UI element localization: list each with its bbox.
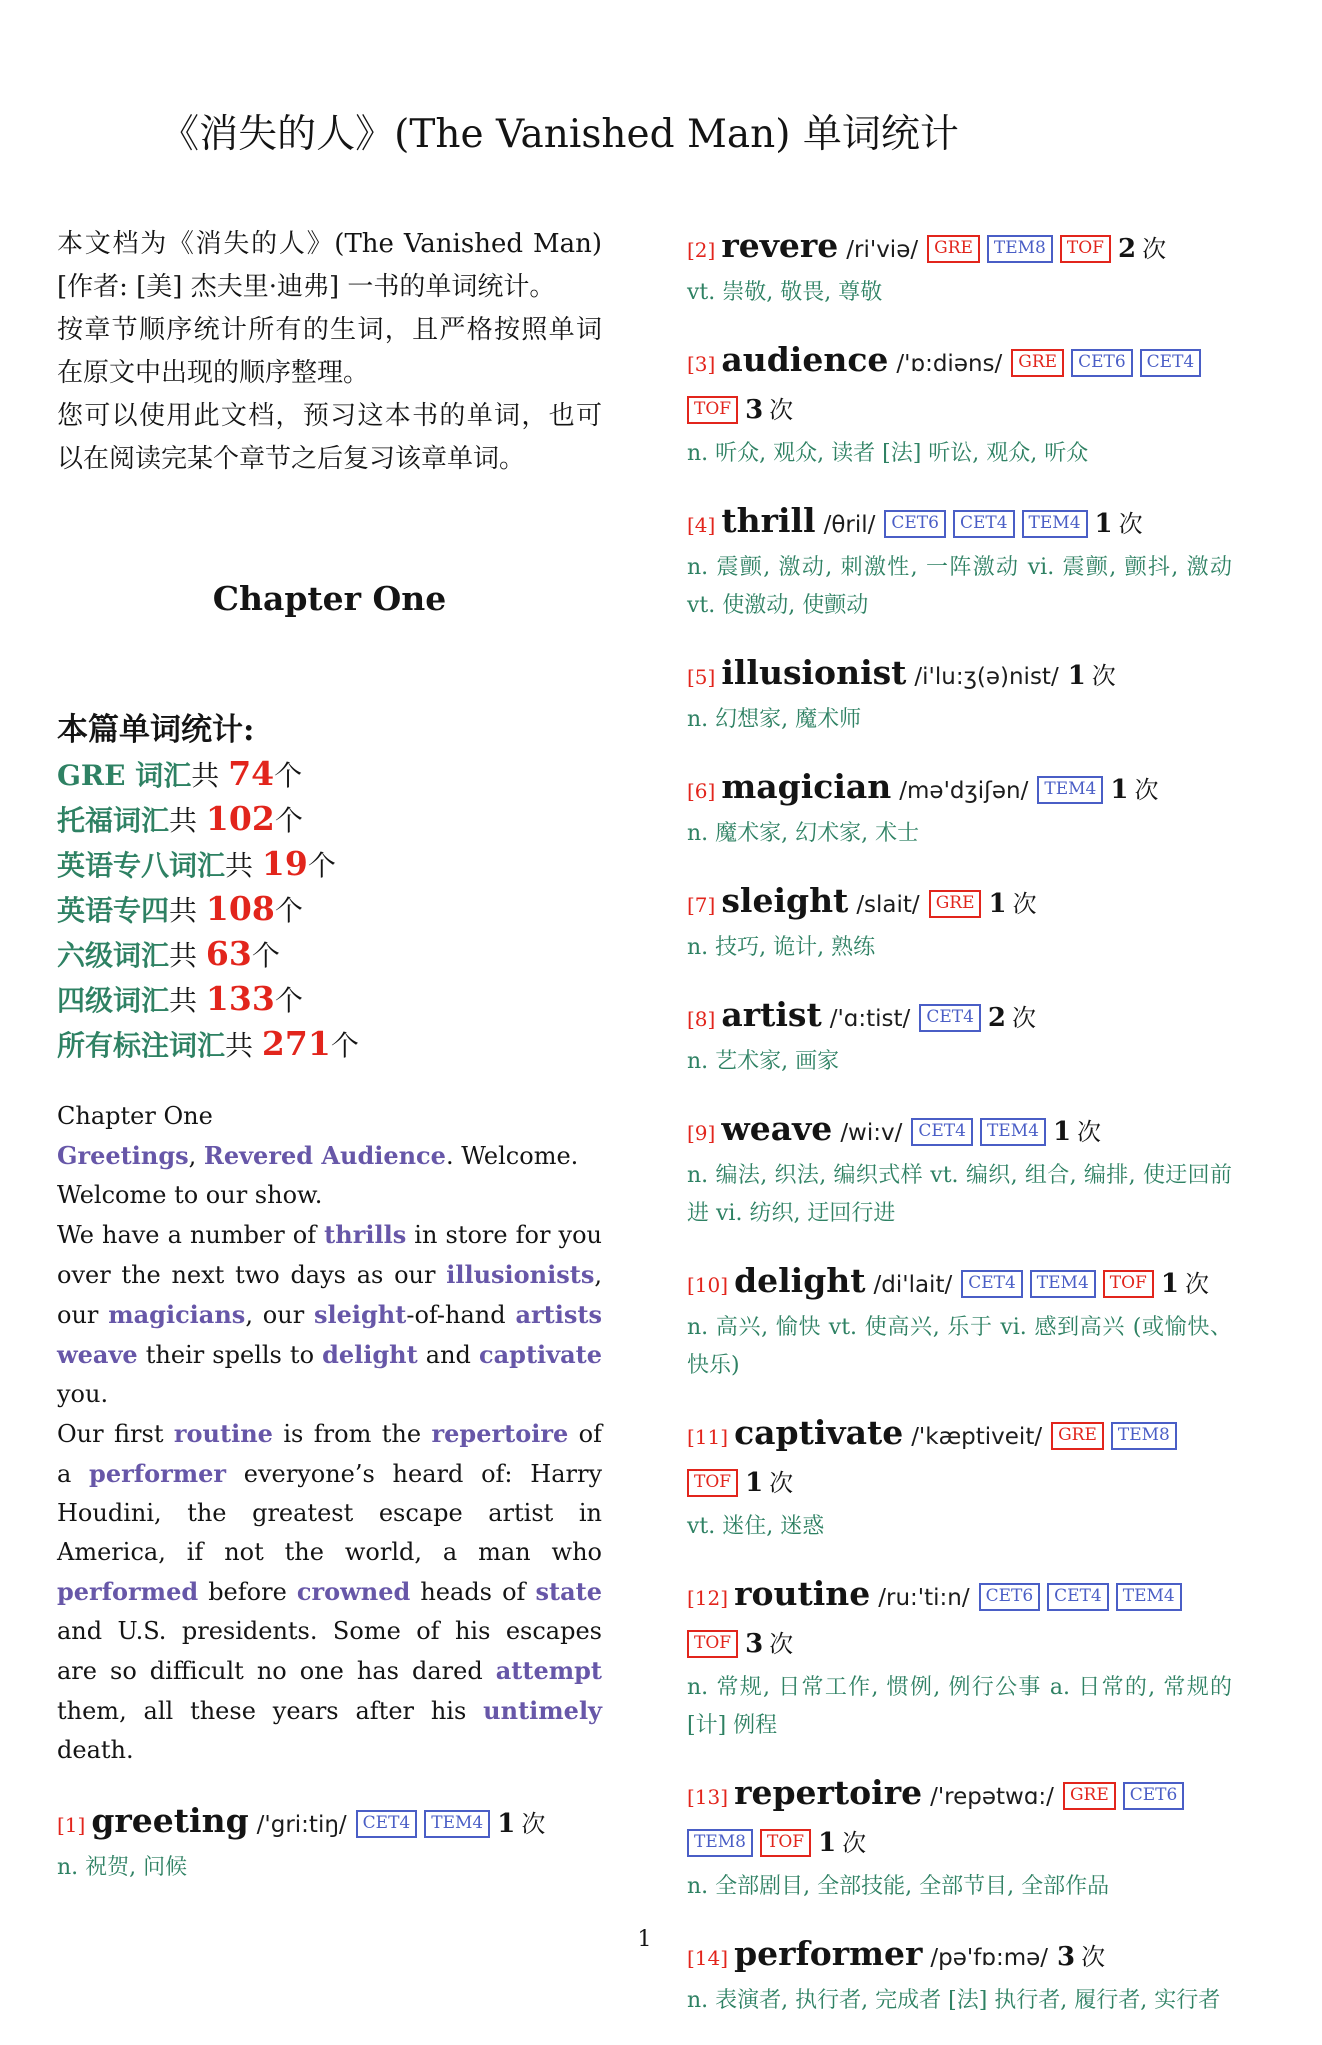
entry-phonetic: /slait/ xyxy=(856,891,920,918)
entry-headline xyxy=(687,1258,1232,1309)
entry-index: [8] xyxy=(687,1006,716,1031)
stat-row xyxy=(57,797,602,842)
entry-count-unit: 次 xyxy=(769,1468,794,1497)
passage-word: illusionists xyxy=(446,1259,595,1289)
stat-unit: 个 xyxy=(307,848,336,882)
passage-text: , our xyxy=(245,1300,314,1329)
passage-text: , xyxy=(188,1141,204,1170)
stat-label: 英语专四 xyxy=(57,893,170,927)
passage-paragraph xyxy=(57,1097,602,1136)
entry-headline xyxy=(687,650,1232,701)
stat-connector: 共 xyxy=(169,983,206,1017)
stat-unit: 个 xyxy=(330,1028,359,1062)
entry-definition: n. 祝贺, 问候 xyxy=(57,1854,188,1880)
entry-count: 1 xyxy=(1094,508,1113,539)
entry-count: 2 xyxy=(1117,233,1137,264)
entry-definition: vt. 崇敬, 敬畏, 尊敬 xyxy=(687,279,883,305)
entry-headline xyxy=(687,992,1232,1043)
page-content xyxy=(0,112,1322,2045)
entry-definition: n. 艺术家, 画家 xyxy=(687,1048,840,1074)
word-entry xyxy=(687,1770,1232,1906)
entry-count-unit: 次 xyxy=(1077,1117,1102,1146)
vocab-tag: TOF xyxy=(687,1469,738,1497)
entry-count-unit: 次 xyxy=(1012,889,1037,918)
passage-paragraph xyxy=(57,1176,602,1215)
entry-phonetic: /'repətwɑ:/ xyxy=(930,1783,1054,1810)
passage-word: untimely xyxy=(483,1695,602,1725)
entry-definition: n. 全部剧目, 全部技能, 全部节目, 全部作品 xyxy=(687,1873,1110,1899)
stat-count: 19 xyxy=(261,843,308,883)
vocab-tag: TEM4 xyxy=(980,1118,1046,1146)
entry-count-unit: 次 xyxy=(1142,234,1167,263)
passage-text: and xyxy=(417,1340,479,1369)
passage-text: We have a number of xyxy=(57,1220,325,1249)
word-entry xyxy=(687,992,1232,1081)
document-page xyxy=(0,112,1322,2013)
vocab-tag: TOF xyxy=(687,1630,738,1658)
right-column xyxy=(687,223,1232,2045)
entry-index: [13] xyxy=(687,1784,729,1809)
left-column xyxy=(57,223,602,2045)
chapter-heading: Chapter One xyxy=(212,578,447,618)
passage-text: them, all these years after his xyxy=(57,1696,484,1725)
entry-count: 2 xyxy=(987,1002,1006,1033)
entry-headline xyxy=(687,1106,1232,1157)
intro-paragraph: 您可以使用此文档，预习这本书的单词，也可以在阅读完某个章节之后复习该章单词。 xyxy=(57,400,602,474)
stat-connector: 共 xyxy=(169,938,206,972)
passage-text: heads of xyxy=(410,1577,536,1606)
entry-count-unit: 次 xyxy=(1134,775,1159,804)
entry-count-unit: 次 xyxy=(842,1828,867,1857)
intro-section xyxy=(57,223,602,481)
page-number: 1 xyxy=(637,1927,652,1952)
entry-index: [12] xyxy=(687,1585,729,1610)
passage-text: of a xyxy=(57,1419,602,1488)
vocab-tag: CET6 xyxy=(884,510,946,538)
passage-word: attempt xyxy=(495,1655,602,1685)
entry-phonetic: /ru:'ti:n/ xyxy=(878,1584,970,1611)
entry-phonetic: /θril/ xyxy=(823,511,876,538)
vocab-tag: GRE xyxy=(927,235,980,263)
entry-count: 1 xyxy=(988,888,1007,919)
passage-word: performed xyxy=(57,1576,199,1606)
stat-unit: 个 xyxy=(274,893,303,927)
stat-count: 102 xyxy=(205,798,275,838)
entry-count-unit: 次 xyxy=(1118,509,1143,538)
passage-text: you. xyxy=(57,1379,109,1408)
entry-headline xyxy=(687,223,1232,274)
entry-definition: vt. 迷住, 迷惑 xyxy=(687,1513,825,1539)
vocab-tag: TEM8 xyxy=(987,235,1053,263)
entry-index: [7] xyxy=(687,892,716,917)
entry-headword: magician xyxy=(721,766,892,806)
entry-phonetic: /di'lait/ xyxy=(873,1271,953,1298)
stat-label: 所有标注词汇 xyxy=(57,1028,226,1062)
entry-count-unit: 次 xyxy=(1091,661,1116,690)
entry-count-unit: 次 xyxy=(769,395,794,424)
entry-headword: captivate xyxy=(734,1412,904,1452)
passage-text: Welcome to our show. xyxy=(57,1180,323,1209)
stat-count: 74 xyxy=(228,753,275,793)
word-entry xyxy=(687,1571,1232,1745)
entry-phonetic: /i'lu:ʒ(ə)nist/ xyxy=(914,663,1059,690)
entry-index: [6] xyxy=(687,778,716,803)
vocab-tag: CET6 xyxy=(1123,1782,1185,1810)
entry-phonetic: /pə'fɒ:mə/ xyxy=(930,1944,1048,1971)
passage-text: Chapter One xyxy=(57,1101,213,1130)
word-entry xyxy=(687,498,1232,625)
entry-definition: n. 幻想家, 魔术师 xyxy=(687,706,862,732)
stats-heading: 本篇单词统计: xyxy=(57,711,255,748)
word-entry xyxy=(687,1258,1232,1385)
vocab-tag: CET4 xyxy=(919,1004,981,1032)
entry-headline xyxy=(687,764,1232,815)
vocab-tag: CET4 xyxy=(911,1118,973,1146)
passage-word: thrills xyxy=(324,1219,407,1249)
entry-headline xyxy=(687,1571,1232,1669)
stat-row xyxy=(57,887,602,932)
entry-count: 3 xyxy=(745,1628,764,1659)
stat-count: 108 xyxy=(205,888,275,928)
stat-unit: 个 xyxy=(251,938,280,972)
passage-word: state xyxy=(535,1576,602,1606)
entry-index: [10] xyxy=(687,1272,729,1297)
stat-connector: 共 xyxy=(225,1028,262,1062)
vocab-tag: TOF xyxy=(1060,235,1111,263)
entry-phonetic: /'gri:tiŋ/ xyxy=(256,1811,347,1838)
passage-text: -of-hand xyxy=(406,1300,516,1329)
vocab-tag: TOF xyxy=(760,1829,811,1857)
passage-word: routine xyxy=(173,1418,273,1448)
stat-label: 托福词汇 xyxy=(57,803,170,837)
passage-text: Our first xyxy=(57,1419,174,1448)
passage-text: , our xyxy=(57,1260,602,1329)
stat-label: 六级词汇 xyxy=(57,938,170,972)
entry-count: 3 xyxy=(745,394,764,425)
stat-connector: 共 xyxy=(169,803,206,837)
entry-headword: audience xyxy=(721,339,889,379)
stat-row xyxy=(57,977,602,1022)
vocab-tag: TEM4 xyxy=(1030,1270,1096,1298)
passage-paragraph xyxy=(57,1136,602,1176)
entry-headword: illusionist xyxy=(721,652,907,692)
word-entry xyxy=(687,337,1232,473)
vocab-tag: TEM4 xyxy=(1116,1583,1182,1611)
entry-phonetic: /'ɑ:tist/ xyxy=(829,1005,911,1032)
entry-index: [1] xyxy=(57,1812,86,1837)
entry-headword: performer xyxy=(734,1933,923,1973)
vocab-tag: TEM4 xyxy=(1022,510,1088,538)
entry-index: [11] xyxy=(687,1424,729,1449)
stat-count: 133 xyxy=(205,978,275,1018)
stat-row xyxy=(57,1022,602,1067)
vocab-tag: CET4 xyxy=(961,1270,1023,1298)
entry-index: [9] xyxy=(687,1120,716,1145)
entry-headword: weave xyxy=(721,1108,833,1148)
passage-text: is from the xyxy=(272,1419,432,1448)
passage-text: before xyxy=(198,1577,297,1606)
entry-count-unit: 次 xyxy=(1184,1269,1209,1298)
stat-unit: 个 xyxy=(274,803,303,837)
stat-label: GRE 词汇 xyxy=(57,758,192,792)
word-entry xyxy=(687,878,1232,967)
entry-index: [14] xyxy=(687,1945,729,1970)
entry-phonetic: /wi:v/ xyxy=(840,1119,903,1146)
vocab-tag: CET4 xyxy=(356,1810,418,1838)
word-entry xyxy=(687,1410,1232,1546)
passage-word: artists xyxy=(515,1299,602,1329)
entry-definition: n. 技巧, 诡计, 熟练 xyxy=(687,934,876,960)
chapter-text-section xyxy=(57,1097,602,1770)
vocab-tag: TOF xyxy=(687,396,738,424)
entry-headword: routine xyxy=(734,1573,871,1613)
entry-index: [4] xyxy=(687,512,716,537)
word-entry xyxy=(687,223,1232,312)
stat-connector: 共 xyxy=(191,758,229,792)
vocab-tag: TEM4 xyxy=(424,1810,490,1838)
entry-definition: n. 编法, 织法, 编织式样 vt. 编织, 组合, 编排, 使迂回前进 vi. 纺织, 迂回行进 xyxy=(687,1162,1232,1226)
passage-text: their spells to xyxy=(137,1340,323,1369)
entry-count: 3 xyxy=(1057,1941,1076,1972)
passage-text: . Welcome. xyxy=(445,1141,579,1170)
stat-unit: 个 xyxy=(274,983,303,1017)
stat-row xyxy=(57,752,602,797)
entry-headline xyxy=(687,878,1232,929)
entry-headword: greeting xyxy=(91,1800,249,1840)
stat-count: 63 xyxy=(205,933,252,973)
entry-count-unit: 次 xyxy=(769,1629,794,1658)
entry-count: 1 xyxy=(745,1467,764,1498)
vocab-tag: TEM4 xyxy=(1037,776,1103,804)
word-entry xyxy=(687,1106,1232,1233)
entry-headline xyxy=(687,337,1232,435)
vocab-tag: GRE xyxy=(1051,1422,1104,1450)
passage-word: repertoire xyxy=(431,1418,569,1448)
entry-index: [3] xyxy=(687,351,716,376)
passage-paragraph xyxy=(57,1215,602,1414)
entry-count-unit: 次 xyxy=(1081,1942,1106,1971)
entry-count-unit: 次 xyxy=(521,1809,546,1838)
passage-word: performer xyxy=(89,1458,227,1488)
passage-word: weave xyxy=(57,1339,138,1369)
entry-definition: n. 常规, 日常工作, 惯例, 例行公事 a. 日常的, 常规的 [计] 例程 xyxy=(687,1674,1232,1738)
word-entry xyxy=(687,764,1232,853)
vocab-tag: TEM8 xyxy=(687,1829,753,1857)
passage-word: Greetings xyxy=(57,1140,189,1170)
entry-headword: artist xyxy=(721,994,822,1034)
entry-headword: sleight xyxy=(721,880,849,920)
stat-row xyxy=(57,842,602,887)
entry-headword: repertoire xyxy=(734,1772,923,1812)
entry-phonetic: /ri'viə/ xyxy=(846,236,919,263)
entry-count: 1 xyxy=(1052,1116,1072,1147)
passage-text: and U.S. presidents. Some of his escapes are so difficult no one has dared xyxy=(57,1616,602,1685)
entry-phonetic: /'ɒ:diəns/ xyxy=(896,350,1003,377)
vocab-tag: CET4 xyxy=(1140,349,1202,377)
entry-index: [5] xyxy=(687,664,716,689)
passage-paragraph xyxy=(57,1414,602,1770)
passage-text: everyone’s heard of: Harry Houdini, the greatest escape artist in America, if not the world, a man who xyxy=(57,1459,602,1566)
passage-word: Revered Audience xyxy=(203,1140,446,1170)
entry-definition: n. 表演者, 执行者, 完成者 [法] 执行者, 履行者, 实行者 xyxy=(687,1987,1221,2013)
vocab-tag: CET6 xyxy=(1071,349,1133,377)
vocab-tag: TOF xyxy=(1103,1270,1154,1298)
vocab-tag: TEM8 xyxy=(1111,1422,1177,1450)
vocab-tag: CET6 xyxy=(979,1583,1041,1611)
intro-paragraph: 按章节顺序统计所有的生词，且严格按照单词在原文中出现的顺序整理。 xyxy=(57,314,602,388)
entry-definition: n. 高兴, 愉快 vt. 使高兴, 乐于 vi. 感到高兴 (或愉快、快乐) xyxy=(687,1314,1232,1378)
passage-word: magicians xyxy=(108,1299,246,1329)
entry-count-unit: 次 xyxy=(1011,1003,1036,1032)
passage-text: in store for you over the next two days as our xyxy=(57,1220,603,1289)
passage-text: death. xyxy=(57,1735,134,1764)
passage-word: delight xyxy=(322,1339,418,1369)
entry-headline xyxy=(687,1770,1232,1868)
entry-count: 1 xyxy=(1067,660,1086,691)
two-column-layout xyxy=(57,223,1232,2045)
entry-headline xyxy=(687,1410,1232,1508)
vocab-tag: GRE xyxy=(1063,1782,1116,1810)
entry-definition: n. 震颤, 激动, 刺激性, 一阵激动 vi. 震颤, 颤抖, 激动 vt. 使激动, 使颤动 xyxy=(687,554,1232,618)
stat-count: 271 xyxy=(261,1023,331,1063)
entry-count: 1 xyxy=(818,1827,837,1858)
stat-label: 英语专八词汇 xyxy=(57,848,226,882)
vocab-tag: CET4 xyxy=(1047,1583,1109,1611)
entry-definition: n. 听众, 观众, 读者 [法] 听讼, 观众, 听众 xyxy=(687,440,1089,466)
stat-connector: 共 xyxy=(169,893,206,927)
passage-word: sleight xyxy=(314,1299,407,1329)
entry-headline xyxy=(57,1798,602,1849)
word-entry xyxy=(57,1798,602,1887)
stat-row xyxy=(57,932,602,977)
vocab-tag: GRE xyxy=(929,890,982,918)
intro-paragraph: 本文档为《消失的人》(The Vanished Man)[作者: [美] 杰夫里·迪弗] 一书的单词统计。 xyxy=(57,228,602,302)
vocab-tag: GRE xyxy=(1011,349,1064,377)
passage-word: captivate xyxy=(479,1339,602,1369)
entry-headline xyxy=(687,498,1232,549)
entry-headword: revere xyxy=(721,225,839,265)
entry-index: [2] xyxy=(687,237,716,262)
entry-phonetic: /mə'dʒiʃən/ xyxy=(899,777,1029,804)
stat-label: 四级词汇 xyxy=(57,983,170,1017)
stat-unit: 个 xyxy=(274,758,303,792)
passage-word: crowned xyxy=(296,1576,411,1606)
page-title: 《消失的人》(The Vanished Man) 单词统计 xyxy=(160,112,959,157)
word-stats-section xyxy=(57,708,602,1067)
stat-connector: 共 xyxy=(225,848,262,882)
word-entry xyxy=(687,650,1232,739)
entry-headword: delight xyxy=(734,1260,866,1300)
entry-phonetic: /'kæptiveit/ xyxy=(911,1423,1043,1450)
entry-count: 1 xyxy=(497,1808,516,1839)
entry-count: 1 xyxy=(1160,1268,1179,1299)
entry-definition: n. 魔术家, 幻术家, 术士 xyxy=(687,820,920,846)
entry-headword: thrill xyxy=(721,500,816,540)
vocab-tag: CET4 xyxy=(953,510,1015,538)
entry-count: 1 xyxy=(1110,774,1129,805)
